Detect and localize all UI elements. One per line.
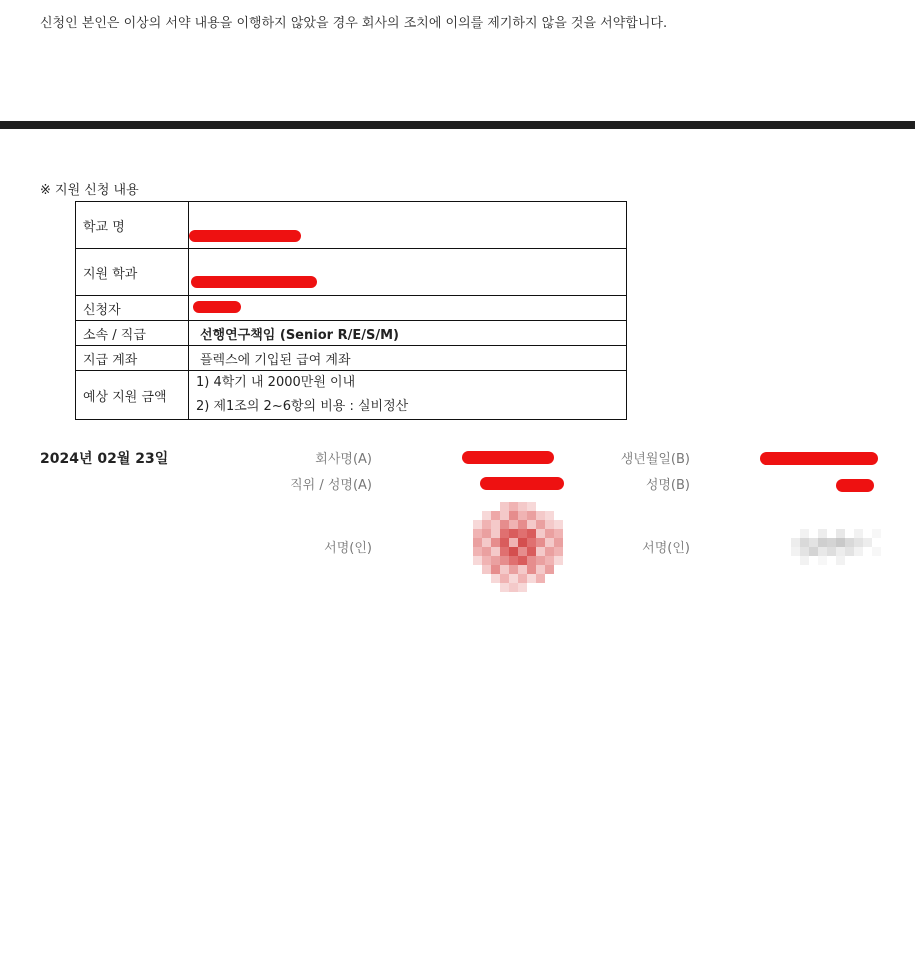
signature-image-b [790,527,882,565]
school-label: 학교 명 [76,202,189,249]
birth-label: 생년월일(B) [620,452,690,467]
redaction-applicant [193,301,241,313]
table-row-school [76,202,627,249]
applicant-label: 신청자 [76,296,189,321]
amount-value [189,371,627,420]
pledge-text: 신청인 본인은 이상의 서약 내용을 이행하지 않았을 경우 회사의 조치에 이의를 제기하지 않을 것을 서약합니다. [40,16,668,31]
redaction-title-name [480,477,564,490]
table-row-applicant [76,296,627,321]
application-date: 2024년 02월 23일 [40,451,169,467]
section-divider [0,121,915,129]
amount-line-1: 1) 4학기 내 2000만원 이내 [196,375,356,390]
dept-label: 지원 학과 [76,249,189,296]
account-label: 지급 계좌 [76,346,189,371]
redaction-company [462,451,554,464]
redaction-dept [191,276,317,288]
position-label: 소속 / 직급 [76,321,189,346]
amount-line-2: 2) 제1조의 2~6항의 비용 : 실비정산 [196,399,409,414]
section-title: ※ 지원 신청 내용 [40,183,139,198]
company-label: 회사명(A) [315,452,372,467]
account-value: 플렉스에 기입된 급여 계좌 [189,346,627,371]
title-name-label: 직위 / 성명(A) [290,478,372,493]
redaction-school [189,230,301,242]
company-seal-image [472,500,564,592]
table-row-position [76,321,627,346]
table-row-dept [76,249,627,296]
table-row-amount [76,371,627,420]
applicant-value [189,296,627,321]
application-table [75,201,627,420]
dept-value [189,249,627,296]
sign-label-b: 서명(인) [642,541,690,556]
sign-label-a: 서명(인) [324,541,372,556]
redaction-birth [760,452,878,465]
amount-label: 예상 지원 금액 [76,371,189,420]
school-value [189,202,627,249]
table-row-account [76,346,627,371]
redaction-name-b [836,479,874,492]
name-label-b: 성명(B) [645,478,690,493]
position-value: 선행연구책임 (Senior R/E/S/M) [189,321,627,346]
